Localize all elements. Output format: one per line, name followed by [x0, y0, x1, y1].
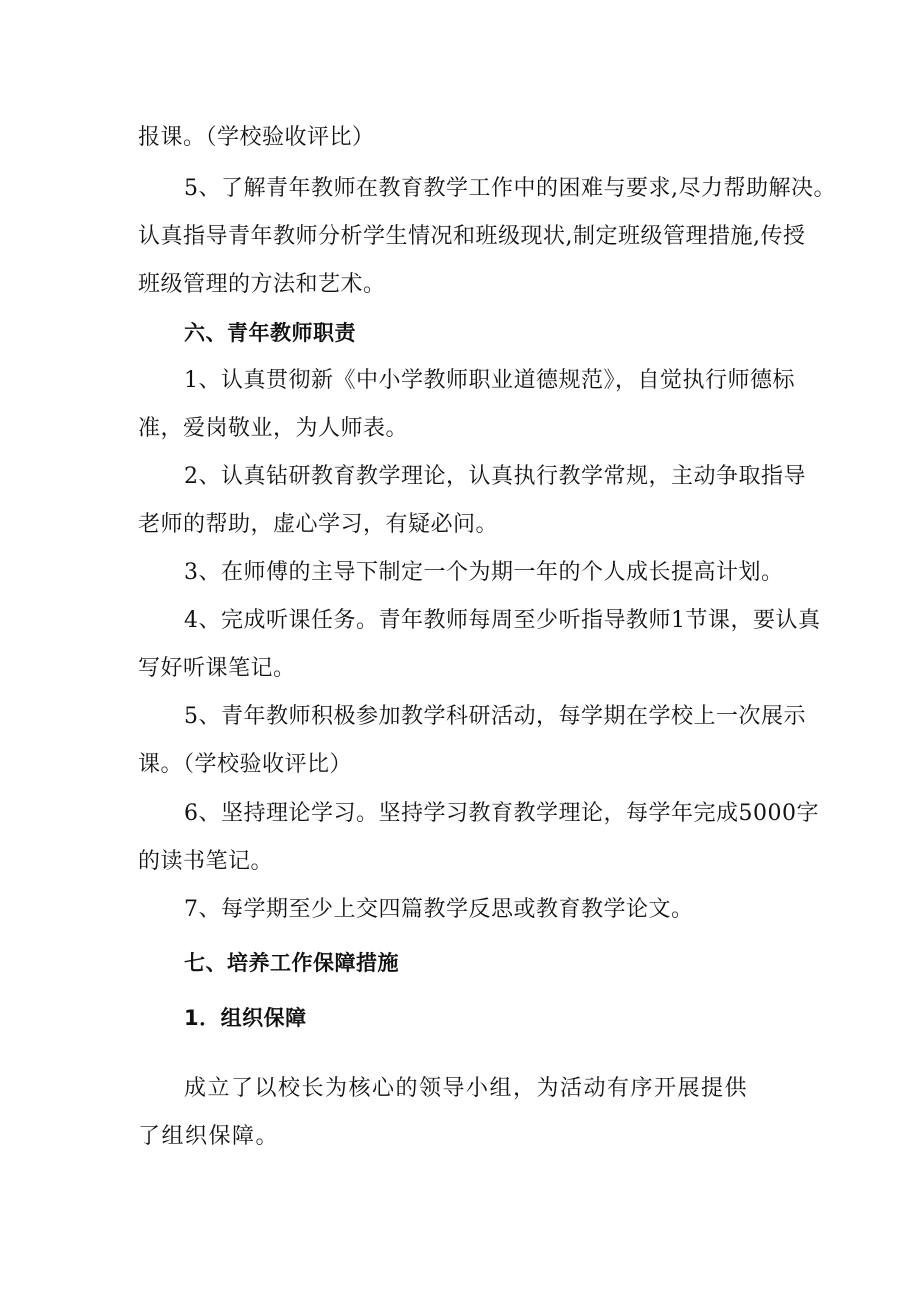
- paragraph-line: 5、青年教师积极参加教学科研活动，每学期在学校上一次展示: [184, 704, 806, 729]
- paragraph-line: 班级管理的方法和艺术。: [138, 272, 386, 297]
- paragraph-line: 5、了解青年教师在教育教学工作中的困难与要求,尽力帮助解决。: [184, 176, 836, 201]
- paragraph-line: 2、认真钻研教育教学理论，认真执行教学常规，主动争取指导: [184, 464, 806, 489]
- paragraph-line: 4、完成听课任务。青年教师每周至少听指导教师1节课，要认真: [184, 608, 821, 633]
- paragraph-line: 写好听课笔记。: [138, 656, 296, 681]
- paragraph-line: 1、认真贯彻新《中小学教师职业道德规范》，自觉执行师德标: [184, 368, 795, 393]
- paragraph-line: 7、每学期至少上交四篇教学反思或教育教学论文。: [184, 897, 694, 922]
- paragraph-line: 了组织保障。: [138, 1124, 280, 1149]
- subsection-heading: 1．组织保障: [184, 1006, 307, 1030]
- paragraph-line: 成立了以校长为核心的领导小组，为活动有序开展提供: [184, 1076, 749, 1101]
- paragraph-line: 6、坚持理论学习。坚持学习教育教学理论，每学年完成5000字: [184, 801, 819, 826]
- section-heading: 七、培养工作保障措施: [184, 951, 399, 975]
- paragraph-line: 老师的帮助，虚心学习，有疑必问。: [138, 512, 499, 537]
- section-heading: 六、青年教师职责: [184, 321, 356, 345]
- paragraph-line: 3、在师傅的主导下制定一个为期一年的个人成长提高计划。: [184, 560, 784, 585]
- paragraph-line: 的读书笔记。: [138, 849, 274, 874]
- paragraph-line: 准，爱岗敬业，为人师表。: [138, 416, 409, 441]
- paragraph-line: 报课。（学校验收评比）: [138, 125, 375, 150]
- paragraph-line: 课。（学校验收评比）: [138, 752, 353, 777]
- paragraph-line: 认真指导青年教师分析学生情况和班级现状,制定班级管理措施,传授: [138, 224, 806, 249]
